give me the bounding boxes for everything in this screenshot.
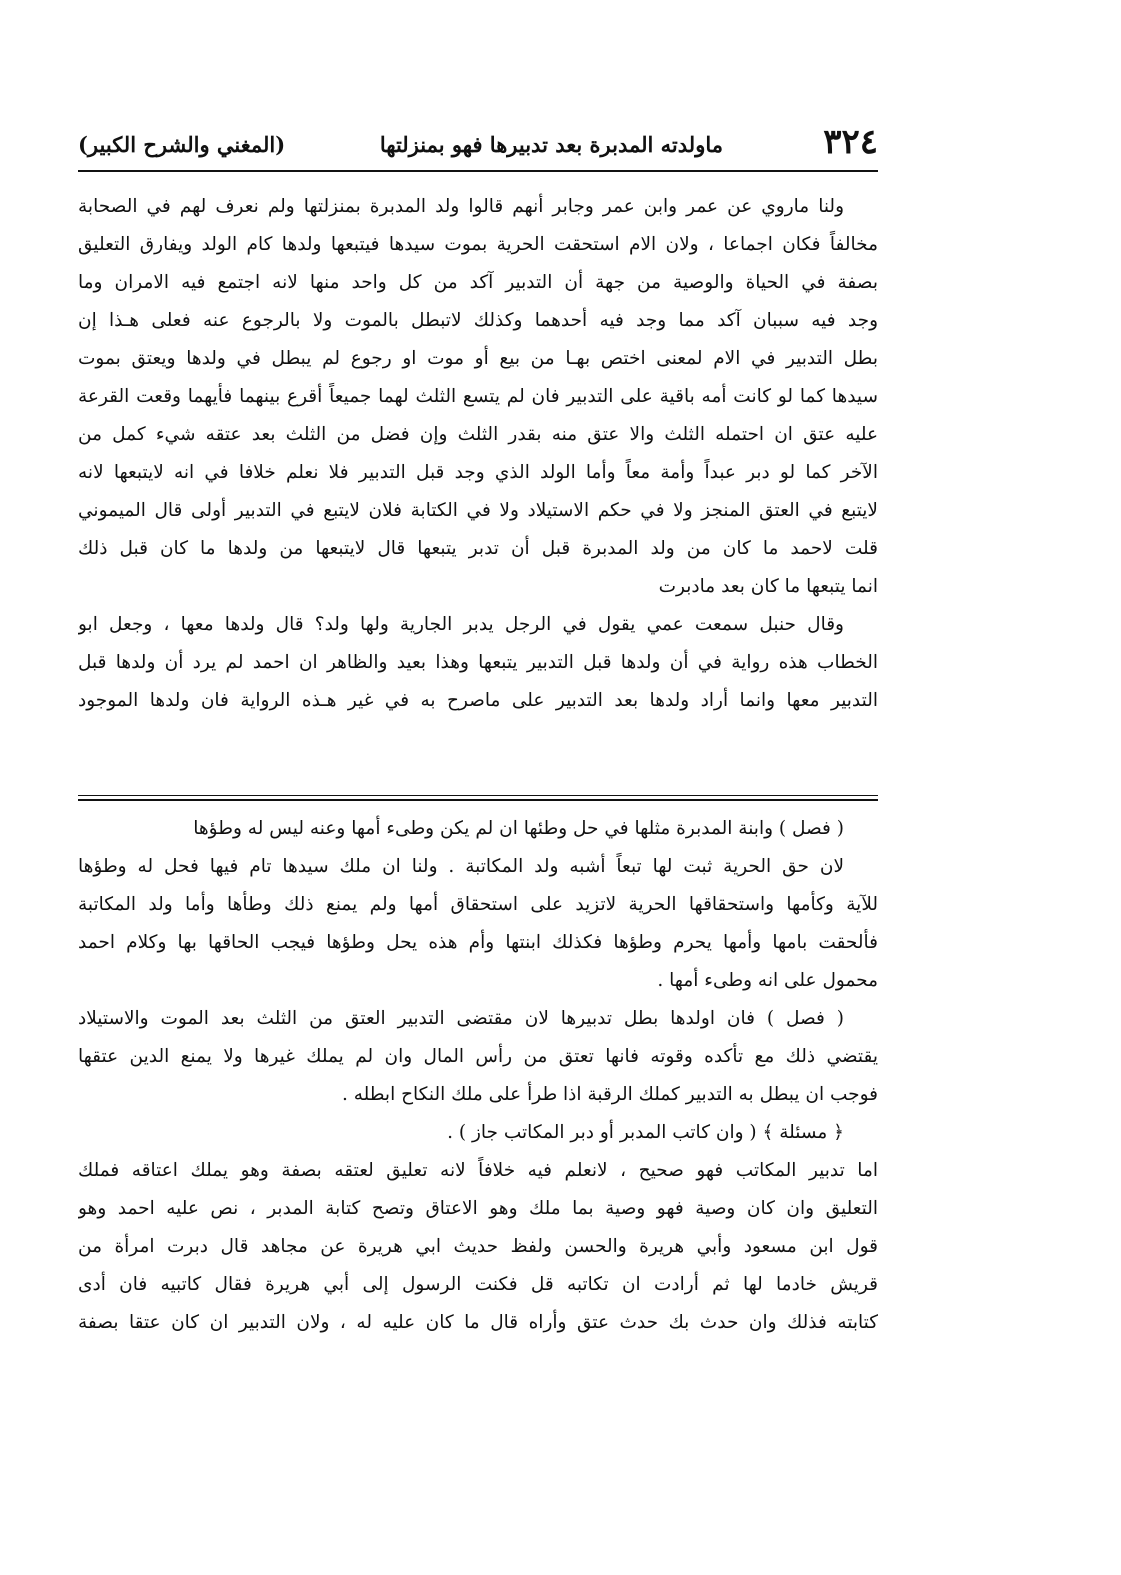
separator-thick-rule — [78, 799, 878, 801]
text-line: بصفة في الحياة والوصية من جهة أن التدبير آكد من كل واحد منها لانه اجتمع فيه الامران وما — [78, 272, 878, 293]
text-line: فوجب ان يبطل به التدبير كملك الرقبة اذا طرأ على ملك النكاح ابطله . — [341, 1084, 878, 1105]
book-title: (المغني والشرح الكبير) — [78, 132, 286, 157]
text-line: الخطاب هذه رواية في أن ولدها قبل التدبير يتبعها وهذا بعيد والظاهر ان احمد لم يرد أن ولدها قبل — [78, 652, 878, 673]
text-line: التدبير معها وانما أراد ولدها بعد التدبير على ماصرح به في غير هـذه الرواية فان ولدها الموجود — [78, 690, 878, 711]
text-line: للآية وكأمها واستحقاقها الحرية لاتزيد على استحقاق أمها ولم يمنع ذلك وطأها وأما ولد المكاتبة — [78, 894, 878, 915]
section-separator — [78, 795, 878, 801]
commentary-text — [78, 810, 878, 1342]
main-text — [78, 188, 878, 720]
text-line: فألحقت بامها وأمها يحرم وطؤها فكذلك ابنتها وأم هذه يحل وطؤها فيجب الحاقها بها وكلام احمد — [78, 932, 878, 953]
text-line: لايتبع في العتق المنجز ولا في حكم الاستيلاد ولا في الكتابة فلان لايتبع في التدبير أولى قال الميموني — [78, 500, 878, 521]
text-line: مخالفاً فكان اجماعا ، ولان الام استحقت الحرية بموت سيدها فيتبعها ولدها كام الولد ويفارق التعليق — [78, 234, 878, 255]
text-line: ولنا ماروي عن عمر وابن عمر وجابر أنهم قالوا ولد المدبرة بمنزلتها ولم نعرف لهم في الصحابة — [78, 196, 844, 217]
page-number: ٣٢٤ — [823, 122, 878, 162]
text-line: محمول على انه وطىء أمها . — [657, 970, 878, 991]
text-line: قريش خادما لها ثم أرادت ان تكاتبه قل فكنت الرسول إلى أبي هريرة فقال كاتبيه فان أدى — [78, 1274, 878, 1295]
section-heading: ﴿ مسئلة ﴾ ( وان كاتب المدبر أو دبر المكاتب جاز ) . — [447, 1122, 844, 1143]
text-line: بطل التدبير في الام لمعنى اختص بهـا من بيع أو موت او رجوع لم يبطل في ولدها ويعتق بموت — [78, 348, 878, 369]
text-line: ( فصل ) فان اولدها بطل تدبيرها لان مقتضى التدبير العتق من الثلث بعد الموت والاستيلاد — [78, 1008, 844, 1029]
text-line: سيدها كما لو كانت أمه باقية على التدبير فان لم يتسع الثلث لهما جميعاً أقرع بينهما فأيهما وقعت القرعة — [78, 386, 878, 407]
text-line: لان حق الحرية ثبت لها تبعاً أشبه ولد المكاتبة . ولنا ان ملك سيدها تام فيها فحل له وطؤها — [78, 856, 844, 877]
text-line: قلت لاحمد ما كان من ولد المدبرة قبل أن تدبر يتبعها قال لايتبعها من ولدها ما كان قبل ذلك — [78, 538, 878, 559]
text-line: التعليق وان كان وصية فهو وصية بما ملك وهو الاعتاق وتصح كتابة المدبر ، نص عليه احمد وهو — [78, 1198, 878, 1219]
text-line: وقال حنبل سمعت عمي يقول في الرجل يدبر الجارية ولها ولد؟ قال ولدها معها ، وجعل ابو — [78, 614, 844, 635]
running-title: ماولدته المدبرة بعد تدبيرها فهو بمنزلتها — [379, 132, 723, 157]
text-line: يقتضي ذلك مع تأكده وقوته فانها تعتق من رأس المال وان لم يملك غيرها ولا يمنع الدين عتقها — [78, 1046, 878, 1067]
book-page — [78, 120, 878, 1500]
text-line: اما تدبير المكاتب فهو صحيح ، لانعلم فيه خلافاً لانه تعليق لعتقه بصفة وهو يملك اعتاقه فملك — [78, 1160, 878, 1181]
text-line: الآخر كما لو دبر عبداً وأمة معاً وأما الولد الذي وجد قبل التدبير فلا نعلم خلافا في انه لايتبعها لانه — [78, 462, 878, 483]
text-line: عليه عتق ان احتمله الثلث والا عتق منه بقدر الثلث وإن فضل من الثلث بعد عتقه شيء كمل من — [78, 424, 878, 445]
separator-thin-rule — [78, 795, 878, 796]
text-line: قول ابن مسعود وأبي هريرة والحسن ولفظ حديث ابي هريرة عن مجاهد قال دبرت امرأة من — [78, 1236, 878, 1257]
text-line: ( فصل ) وابنة المدبرة مثلها في حل وطئها ان لم يكن وطىء أمها وعنه ليس له وطؤها — [193, 818, 844, 839]
text-line: وجد فيه سببان آكد مما وجد فيه أحدهما وكذلك لاتبطل بالموت ولا بالرجوع عنه فعلى هـذا إن — [78, 310, 878, 331]
text-line: كتابته فذلك وان حدث بك حدث عتق وأراه قال ما كان عليه له ، ولان التدبير ان كان عتقا بصفة — [78, 1312, 878, 1333]
header-rule — [78, 170, 878, 172]
page-header — [78, 120, 878, 168]
text-line: انما يتبعها ما كان بعد مادبرت — [658, 576, 878, 597]
